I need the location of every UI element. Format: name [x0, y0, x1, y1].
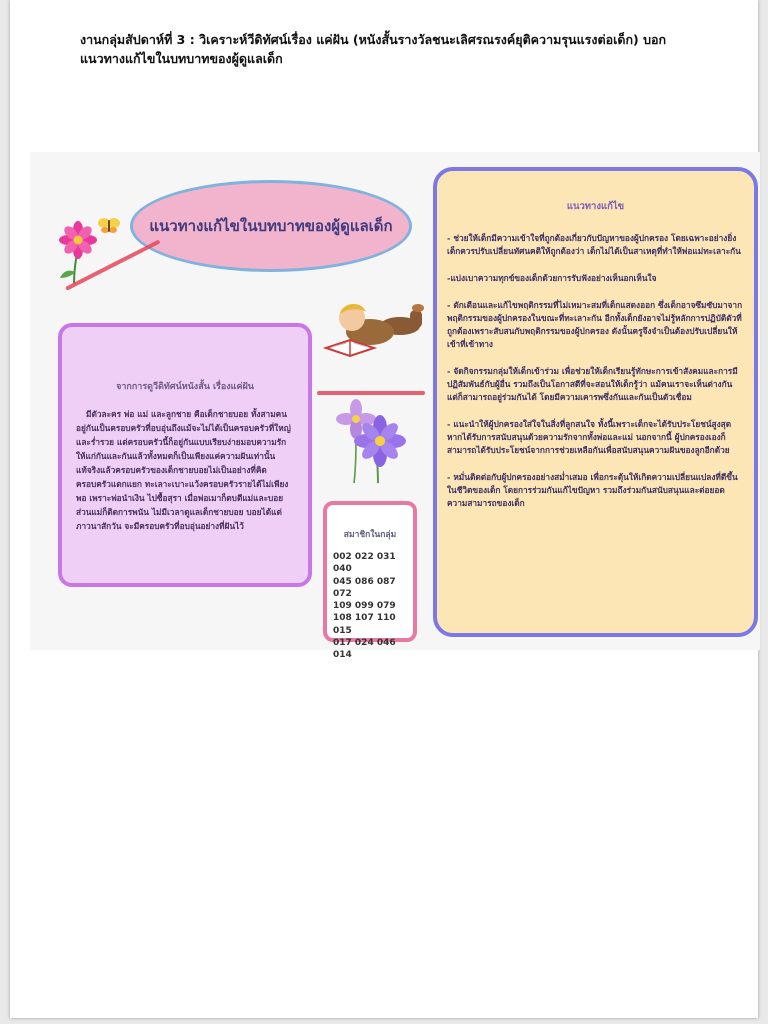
solution-item: - ตักเตือนและแก้ไขพฤติกรรมที่ไม่เหมาะสมที่เด็กแสดงออก ซึ่งเด็กอาจซึมซับมาจากพฤติกรรมของผู้ปกครองในขณะที่ทะเลาะกัน อีกทั้งเด็กยังอาจไม่รู้หลักการปฏิบัติตัวที่ถูกต้องเพราะสับสนกับพฤติกรรมของผู้ปกครอง ดังนั้นครูจึงจำเป็นต้องปรับเปลี่ยนให้เข้าที่เข้าทาง — [447, 300, 743, 349]
group-members-title: สมาชิกในกลุ่ม — [343, 530, 397, 540]
solutions-title: แนวทางแก้ไข — [566, 201, 625, 212]
title-oval: แนวทางแก้ไขในบทบาทของผู้ดูแลเด็ก — [130, 180, 412, 272]
connector-line — [317, 391, 425, 395]
solution-item: - ช่วยให้เด็กมีความเข้าใจที่ถูกต้องเกี่ยวกับปัญหาของผู้ปกครอง โดยเฉพาะอย่างยิ่ง เด็กควรปรับเปลี่ยนทัศนคติให้ถูกต้องว่า เด็กไม่ได้เป็นสาเหตุที่ทำให้พ่อแม่ทะเลาะกัน — [447, 233, 741, 256]
solutions-box — [433, 167, 758, 637]
solution-item: - แนะนำให้ผู้ปกครองใส่ใจในสิ่งที่ลูกสนใจ ทั้งนี้เพราะเด็กจะได้รับประโยชน์สูงสุดหากได้รับการสนับสนุนด้วยความรักจากทั้งพ่อและแม่ นอกจากนี้ ผู้ปกครองเองก็สามารถได้รับประโยชน์จากการช่วยเหลือกันเพื่อสนับสนุนความฝันของลูกอีกด้วย — [447, 419, 732, 455]
purple-flowers-illustration — [328, 397, 410, 485]
group-members-box — [323, 501, 417, 661]
boy-reading-illustration — [322, 292, 427, 364]
solution-item: -แบ่งเบาความทุกข์ของเด็กด้วยการรับฟังอย่างเห็นอกเห็นใจ — [447, 273, 657, 283]
document-page — [10, 0, 758, 1018]
story-summary-title: จากการดูวีดิทัศน์หนังสั้น เรื่องแค่ฝัน — [116, 382, 254, 392]
assignment-heading: งานกลุ่มสัปดาห์ที่ 3 : วิเคราะห์วีดิทัศน์เรื่อง แค่ฝัน (หนังสั้นรางวัลชนะเลิศรณรงค์ยุติความรุนแรงต่อเด็ก) บอก แนวทางแก้ไขในบทบาทของผู้ดูแลเด็ก — [80, 32, 667, 66]
group-members-list: 002 022 031 040 045 086 087 072 109 099 079 108 107 110 015 017 024 046 014 — [333, 552, 396, 661]
story-summary-text: มีตัวละคร พ่อ แม่ และลูกชาย คือเด็กชายบอย ทั้งสามคนอยู่กันเป็นครอบครัวที่อบอุ่นถึงแม้จะไม่ได้เป็นครอบครัวที่ใหญ่ และร่ำรวย แต่ครอบครัวนี้ก็อยู่กันแบบเรียบง่ายมอบความรักให้แก่กันและกันแล้วทั้งหมดก็เป็นเพียงแค่ความฝันเท่านั้น แท้จริงแล้วครอบครัวของเด็กชายบอยไม่เป็นอย่างที่คิด ครอบครัวแตกแยก ทะเลาะเบาะแว้งครอบครัวรายได้ไม่เพียงพอ เพราะพ่อนำเงิน ไปซื้อสุรา เมื่อพ่อเมาก็ตบตีแม่และบอย ส่วนแม่ก็ติดการพนัน ไม่มีเวลาดูแลเด็กชายบอย บอยได้แต่ภาวนาสักวัน จะมีครอบครัวที่อบอุ่นอย่างที่ฝันไว้ — [76, 409, 291, 531]
solution-item: - จัดกิจกรรมกลุ่มให้เด็กเข้าร่วม เพื่อช่วยให้เด็กเรียนรู้ทักษะการเข้าสังคมและการมีปฏิสัมพันธ์กับผู้อื่น รวมถึงเป็นโอกาสดีที่จะสอนให้เด็กรู้ว่า แม้คนเราจะเห็นต่างกัน แต่ก็สามารถอยู่ร่วมกันได้ โดยมีความเคารพซึ่งกันและกันเป็นตัวเชื่อม — [447, 366, 738, 402]
mind-map-poster — [30, 152, 760, 661]
story-summary-box — [58, 323, 312, 587]
solution-item: - หมั่นติดต่อกับผู้ปกครองอย่างสม่ำเสมอ เพื่อกระตุ้นให้เกิดความเปลี่ยนแปลงที่ดีขึ้นในชีวิตของเด็ก โดยการร่วมกันแก้ไขปัญหา รวมถึงร่วมกันสนับสนุนและต่อยอดความสามารถของเด็ก — [447, 472, 738, 508]
